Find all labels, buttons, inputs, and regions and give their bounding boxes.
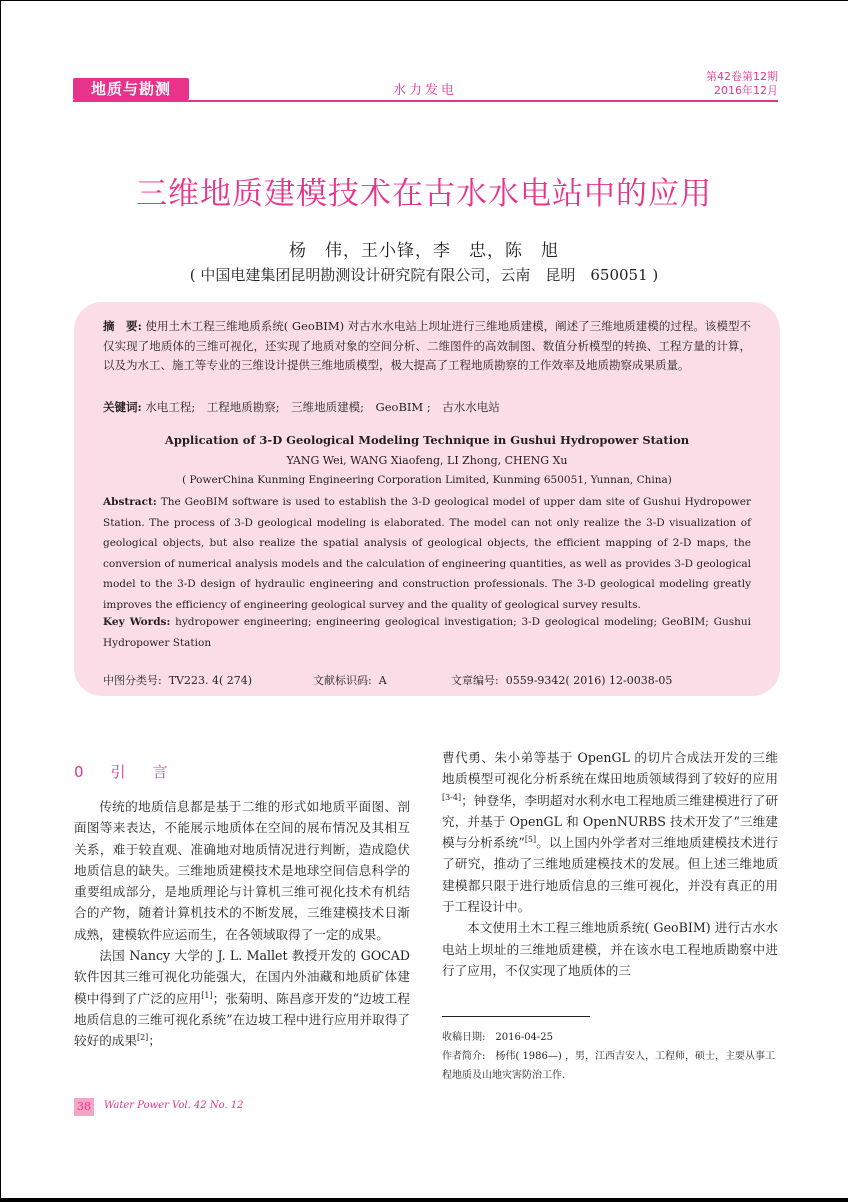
issue-info	[706, 70, 778, 98]
page-border-bottom	[0, 1198, 848, 1202]
citation-ref: [2]	[136, 1033, 149, 1043]
footnote-rule	[442, 1016, 590, 1017]
body-paragraph-3: 曹代勇、朱小弟等基于 OpenGL 的切片合成法开发的三维地质模型可视化分析系统在煤田地质领域得到了较好的应用[3-4]；钟登华，李明超对水利水电工程地质三维建模进行了研究，并基于 OpenGL 和 OpenNURBS 技术开发了“三维建模与分析系统”[5]。以上国内外学者对三维地质建模技术进行了研究，推动了三维地质建模技术的发展。但上述三维地质建模都只限于进行地质信息的三维可视化，并没有真正的用于工程设计中。	[442, 750, 778, 915]
section-badge: 地质与勘测	[73, 78, 189, 100]
abstract-en-label: Abstract:	[103, 496, 157, 508]
citation-ref: [1]	[201, 990, 213, 1000]
paper-title: 三维地质建模技术在古水水电站中的应用	[136, 176, 712, 212]
header-rule	[73, 100, 778, 102]
abstract-en	[103, 492, 751, 615]
paper-affiliation: ( 中国电建集团昆明勘测设计研究院有限公司，云南 昆明 650051 )	[189, 266, 659, 284]
abstract-en-text: The GeoBIM software is used to establish the 3-D geological model of upper dam site of Gushui Hydropower Station. The process of 3-D geological modeling is elaborated. The model can not only realize the 3-D visualization of geological objects, but also realize the spatial analysis of geological objects, the efficient mapping of 2-D maps, the conversion of numerical analysis models and the calculation of engineering quantities, as well as provides 3-D geological model to the 3-D design of hydraulic engineering and construction professionals. The 3-D geological modeling greatly improves the efficiency of engineering geological survey and the quality of geological survey results.	[103, 496, 751, 611]
article-number: 文章编号: 0559-9342( 2016) 12-0038-05	[451, 674, 673, 687]
page-number: 38	[74, 1098, 94, 1116]
citation-ref: [3-4]	[442, 792, 462, 802]
paper-authors: 杨 伟，王小锋，李 忠，陈 旭	[289, 241, 559, 261]
received-date: 收稿日期: 2016-04-25	[442, 1032, 554, 1043]
section-heading: 0 引 言	[74, 763, 174, 781]
keywords-en-text: hydropower engineering; engineering geological investigation; 3-D geological modeling; GeoBIM; Gushui Hydropower Station	[103, 616, 751, 649]
body-column-right	[442, 747, 778, 981]
abstract-en-title: Application of 3-D Geological Modeling Technique in Gushui Hydropower Station	[164, 433, 690, 447]
body-column-left	[74, 752, 410, 1052]
issue-date: 2016年12月	[714, 84, 778, 97]
abstract-cn-label: 摘 要:	[103, 319, 142, 333]
author-bio: 作者简介: 杨伟( 1986—) ，男，江西吉安人，工程师，硕士，主要从事工程地质及山地灾害防治工作.	[442, 1051, 775, 1081]
abstract-box	[74, 302, 780, 696]
keywords-cn	[103, 398, 500, 417]
body-paragraph-1: 传统的地质信息都是基于二维的形式如地质平面图、剖面图等来表达，不能展示地质体在空间的展布情况及其相互关系，难于较直观、准确地对地质情况进行判断，造成隐伏地质信息的缺失。三维地质建模技术是地球空间信息科学的重要组成部分，是地质理论与计算机三维可视化技术有机结合的产物，随着计算机技术的不断发展，三维建模技术日渐成熟，建模软件应运而生，在各领域取得了一定的成果。	[74, 799, 410, 942]
journal-name: 水力发电	[392, 83, 457, 98]
abstract-cn	[103, 317, 751, 376]
issue-volume: 第42卷第12期	[706, 70, 778, 83]
doc-code: 文献标识码: A	[313, 674, 387, 687]
abstract-en-authors: YANG Wei, WANG Xiaofeng, LI Zhong, CHENG Xu	[286, 454, 568, 467]
body-paragraph-4: 本文使用土木工程三维地质系统( GeoBIM) 进行古水水电站上坝址的三维地质建模，并在该水电工程地质勘察中进行了应用，不仅实现了地质体的三	[442, 920, 778, 978]
body-paragraph-2: 法国 Nancy 大学的 J. L. Mallet 教授开发的 GOCAD 软件因其三维可视化功能强大，在国内外油藏和地质矿体建模中得到了广泛的应用[1]；张菊明、陈昌彦开发的“边坡工程地质信息的三维可视化系统”在边坡工程中进行应用并取得了较好的成果[2]；	[74, 948, 410, 1049]
keywords-cn-text: 水电工程; 工程地质勘察; 三维地质建模; GeoBIM ; 古水水电站	[145, 400, 500, 414]
keywords-cn-label: 关键词:	[103, 400, 142, 414]
abstract-en-affiliation: ( PowerChina Kunming Engineering Corporation Limited, Kunming 650051, Yunnan, China)	[182, 474, 672, 486]
keywords-en-label: Key Words:	[103, 616, 171, 628]
keywords-en	[103, 612, 751, 653]
clc-number: 中图分类号: TV223. 4( 274)	[103, 674, 253, 687]
citation-ref: [5]	[524, 835, 537, 844]
page-border-top	[0, 0, 848, 1]
footer-journal: Water Power Vol. 42 No. 12	[104, 1100, 244, 1111]
abstract-cn-text: 使用土木工程三维地质系统( GeoBIM) 对古水水电站上坝址进行三维地质建模，阐述了三维地质建模的过程。该模型不仅实现了地质体的三维可视化，还实现了地质对象的空间分析、二维图件的高效制图、数值分析模型的转换、工程方量的计算，以及为水工、施工等专业的三维设计提供三维地质模型，极大提高了工程地质勘察的工作效率及地质勘察成果质量。	[103, 319, 752, 372]
